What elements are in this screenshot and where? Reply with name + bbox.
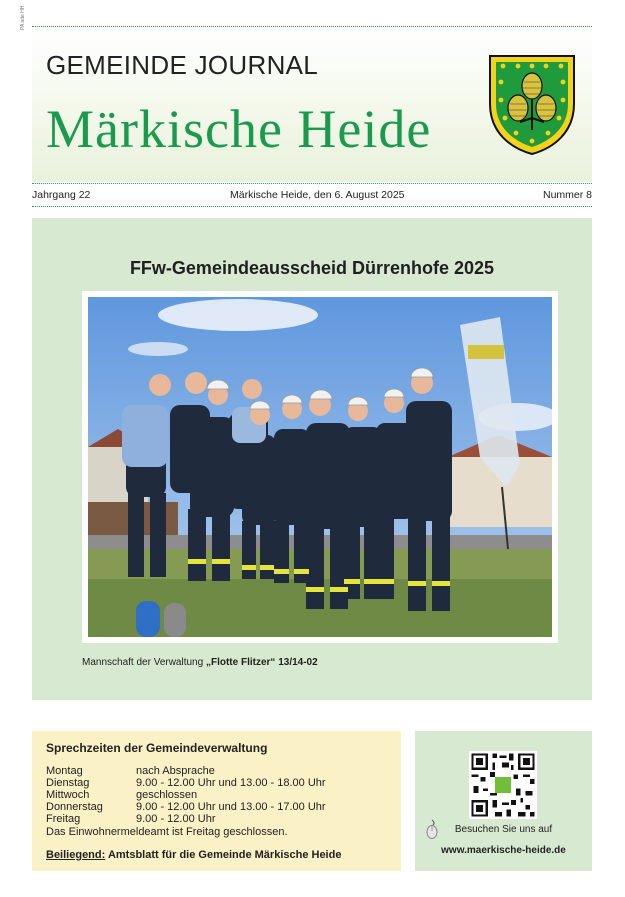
hours-row <box>46 801 326 813</box>
caption-prefix: Mannschaft der Verwaltung <box>82 657 206 668</box>
side-note: PA ade HH <box>20 5 26 30</box>
place-date: Märkische Heide, den 6. August 2025 <box>230 189 405 201</box>
hours-day: Dienstag <box>46 777 90 789</box>
volume: Jahrgang 22 <box>32 189 91 201</box>
visit-text: Besuchen Sie uns auf <box>454 824 553 835</box>
qr-code-icon[interactable] <box>469 751 537 819</box>
hours-day: Montag <box>46 765 83 777</box>
journal-title: GEMEINDE JOURNAL <box>46 50 319 80</box>
photo-frame <box>82 291 558 643</box>
issue-number: Nummer 8 <box>542 189 592 201</box>
top-divider <box>32 26 592 27</box>
hours-row <box>46 765 215 777</box>
enclosure-note <box>46 849 341 861</box>
masthead-divider <box>32 183 592 184</box>
hours-time: geschlossen <box>136 789 198 801</box>
website-link[interactable]: www.maerkische-heide.de <box>441 845 566 856</box>
visit-box <box>415 731 592 871</box>
team-photo <box>88 297 552 637</box>
hours-time: 9.00 - 12.00 Uhr und 13.00 - 17.00 Uhr <box>136 801 326 813</box>
office-hours-title: Sprechzeiten der Gemeindeverwaltung <box>46 741 268 755</box>
municipal-coat-of-arms-icon <box>486 52 578 156</box>
enclosure-text: Amtsblatt für die Gemeinde Märkische Heide <box>105 849 342 861</box>
office-hours-box <box>32 731 401 871</box>
hours-row <box>46 777 326 789</box>
hours-time: 9.00 - 12.00 Uhr und 13.00 - 18.00 Uhr <box>136 777 326 789</box>
caption-team: „Flotte Flitzer“ 13/14-02 <box>205 657 318 668</box>
hours-day: Donnerstag <box>46 801 103 813</box>
hours-day: Mittwoch <box>46 789 90 801</box>
info-divider <box>32 206 592 207</box>
municipality-name: Märkische Heide <box>46 99 432 159</box>
photo-caption <box>82 657 318 668</box>
masthead <box>32 28 592 182</box>
hours-day: Freitag <box>46 813 81 825</box>
feature-panel <box>32 218 592 700</box>
registry-closed-note: Das Einwohnermeldeamt ist Freitag geschlossen. <box>46 826 288 838</box>
hours-time: nach Absprache <box>136 765 215 777</box>
enclosure-label: Beiliegend: <box>46 849 106 861</box>
hours-time: 9.00 - 12.00 Uhr <box>136 813 216 825</box>
hours-row <box>46 813 216 825</box>
hours-row <box>46 789 197 801</box>
feature-headline: FFw-Gemeindeausscheid Dürrenhofe 2025 <box>129 258 495 278</box>
